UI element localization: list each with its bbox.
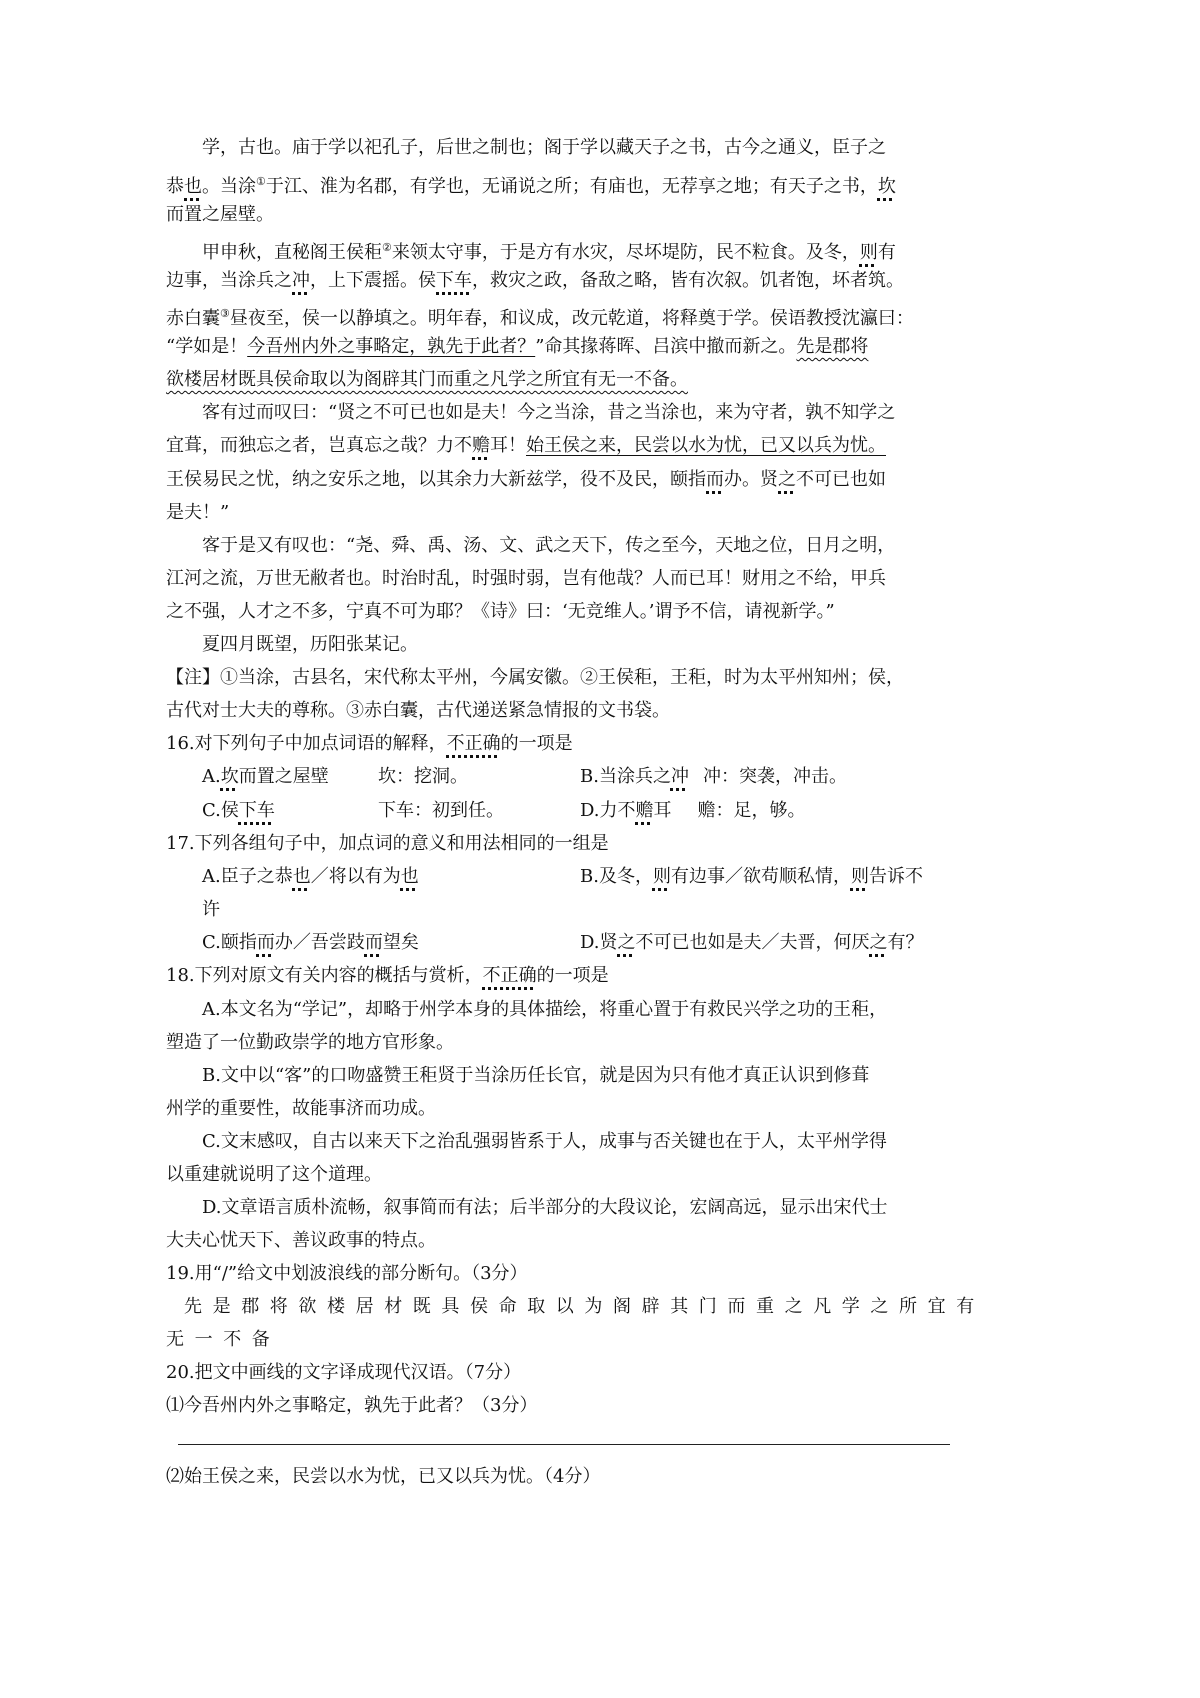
notes-line bbox=[166, 667, 904, 689]
text-span: 宜葺，而独忘之者，岂真忘之哉？力不 bbox=[166, 435, 472, 456]
q17-option-b-continued bbox=[202, 899, 220, 921]
text-span: 赡 bbox=[635, 800, 654, 821]
passage-line bbox=[202, 237, 896, 264]
text-span: 的一项是 bbox=[500, 733, 573, 754]
q16-option-c bbox=[202, 800, 275, 822]
text-span: 办。贤 bbox=[724, 469, 778, 490]
text-span: B.及冬， bbox=[580, 866, 653, 887]
q16-option-b bbox=[580, 766, 847, 788]
text-span: 19.用“/”给文中划波浪线的部分断句。（3分） bbox=[166, 1263, 528, 1284]
text-span: ／将以有为 bbox=[310, 866, 401, 887]
text-span: ⑴今吾州内外之事略定，孰先于此者？（3分） bbox=[166, 1395, 538, 1416]
text-span: 望矣 bbox=[382, 932, 419, 953]
underlined-sentence: 今吾州内外之事略定，孰先于此者？ bbox=[247, 336, 536, 357]
q18-option-d bbox=[202, 1197, 888, 1219]
text-span: 而 bbox=[256, 932, 275, 953]
text-span: 冲 bbox=[670, 766, 689, 787]
q16-option-a bbox=[202, 766, 329, 788]
passage-signature bbox=[202, 634, 418, 656]
text-span: 【注】①当涂，古县名，宋代称太平州，今属安徽。②王侯秬，王秬，时为太平州知州；侯， bbox=[166, 667, 904, 688]
text-span: 之不强，人才之不多，宁真不可为耶？《诗》曰：‘无竞维人。’谓予不信，请视新学。” bbox=[166, 601, 835, 622]
question-18-stem bbox=[166, 965, 609, 987]
wavy-underlined-text: 先是郡将 bbox=[796, 336, 869, 357]
text-span: 先是郡将欲楼居材既具侯命取以为阁辟其门而重之凡学之所宜有 bbox=[184, 1296, 985, 1317]
text-span: 下车：初到任。 bbox=[378, 800, 504, 821]
passage-line bbox=[166, 270, 904, 292]
passage-line bbox=[202, 535, 895, 557]
text-span: 有？ bbox=[887, 932, 924, 953]
q18-option-b-continued bbox=[166, 1098, 436, 1120]
text-span: C.颐指 bbox=[202, 932, 257, 953]
question-17-stem bbox=[166, 833, 609, 855]
text-span: 昼夜至，侯一以静填之。明年春，和议成，改元乾道，将释奠于学。侯语教授沈瀛曰： bbox=[229, 308, 914, 329]
question-19-stem bbox=[166, 1263, 528, 1285]
dotted-word: 赡 bbox=[472, 435, 490, 456]
text-span: 以重建就说明了这个道理。 bbox=[166, 1164, 382, 1185]
q18-option-b bbox=[202, 1065, 869, 1087]
text-span: 于江、淮为名郡，有学也，无诵说之所；有庙也，无荐享之地；有天子之书， bbox=[265, 176, 878, 197]
text-span: 办／吾尝跂 bbox=[274, 932, 365, 953]
text-span: 耳！ bbox=[490, 435, 526, 456]
dotted-word: 下车 bbox=[436, 270, 472, 291]
text-span: 有边事／欲苟顺私情， bbox=[670, 866, 851, 887]
text-span: 古代对士大夫的尊称。③赤白囊，古代递送紧急情报的文书袋。 bbox=[166, 700, 670, 721]
passage-line bbox=[166, 171, 896, 198]
q17-option-d bbox=[580, 932, 924, 954]
text-span: 不可已也如是夫／夫晋，何厌 bbox=[635, 932, 870, 953]
dotted-word: 冲 bbox=[292, 270, 310, 291]
text-span: B.文中以“客”的口吻盛赞王秬贤于当涂历任长官，就是因为只有他才真正认识到修葺 bbox=[202, 1065, 870, 1086]
passage-line bbox=[166, 601, 835, 623]
text-span: 有 bbox=[877, 242, 896, 263]
text-span: D.文章语言质朴流畅，叙事简而有法；后半部分的大段议论，宏阔高远，显示出宋代士 bbox=[202, 1197, 888, 1218]
text-span: 来领太守事，于是方有水灾，尽坏堤防，民不粒食。及冬， bbox=[391, 242, 860, 263]
text-span: 是夫！” bbox=[166, 502, 230, 523]
text-span: 甲申秋，直秘阁王侯秬 bbox=[202, 242, 382, 263]
passage-line bbox=[166, 568, 886, 590]
dotted-word: 而 bbox=[706, 469, 724, 490]
text-span: 许 bbox=[202, 899, 220, 920]
wavy-underlined-text: 欲楼居材既具侯命取以为阁辟其门而重之凡学之所宜有无一不备。 bbox=[166, 369, 688, 390]
text-span: 坎 bbox=[220, 766, 239, 787]
text-span: 则 bbox=[850, 866, 869, 887]
text-span: 大夫心忧天下、善议政事的特点。 bbox=[166, 1230, 436, 1251]
dotted-word: 之 bbox=[778, 469, 796, 490]
q17-option-b bbox=[580, 866, 923, 888]
text-span: “学如是！ bbox=[166, 336, 248, 357]
text-span: 20.把文中画线的文字译成现代汉语。（7分） bbox=[166, 1362, 522, 1383]
text-span: 16.对下列句子中加点词语的解释， bbox=[166, 733, 447, 754]
footnote-marker: ③ bbox=[220, 307, 230, 320]
q20-sentence-2 bbox=[166, 1466, 600, 1488]
text-span: ”命其掾蒋晖、吕滨中撤而新之。 bbox=[535, 336, 797, 357]
text-span: 之 bbox=[869, 932, 888, 953]
text-span: 赤白囊 bbox=[166, 308, 220, 329]
text-span: 而置之屋壁 bbox=[238, 766, 329, 787]
text-span: 不正确 bbox=[446, 733, 501, 754]
text-span: 耳 bbox=[653, 800, 672, 821]
text-span: 江河之流，万世无敝者也。时治时乱，时强时弱，岂有他哉？人而已耳！财用之不给，甲兵 bbox=[166, 568, 886, 589]
text-span: 州学的重要性，故能事济而功成。 bbox=[166, 1098, 436, 1119]
text-span: 而 bbox=[364, 932, 383, 953]
text-span: 坎：挖洞。 bbox=[378, 766, 468, 787]
text-span: A. bbox=[202, 766, 221, 787]
text-span: 之 bbox=[617, 932, 636, 953]
notes-line bbox=[166, 700, 670, 722]
q18-option-d-continued bbox=[166, 1230, 436, 1252]
text-span: 而置之屋壁。 bbox=[166, 204, 274, 225]
text-span: 不正确 bbox=[482, 965, 537, 986]
text-span: C.侯 bbox=[202, 800, 239, 821]
q19-text-line bbox=[166, 1329, 280, 1351]
text-span: 客于是又有叹也：“尧、舜、禹、汤、文、武之天下，传之至今，天地之位，日月之明， bbox=[202, 535, 896, 556]
underlined-sentence: 始王侯之来，民尝以水为忧，已又以兵为忧。 bbox=[526, 435, 886, 456]
dotted-word: 也 bbox=[184, 176, 202, 197]
text-span: D.贤 bbox=[580, 932, 618, 953]
text-span: 塑造了一位勤政崇学的地方官形象。 bbox=[166, 1032, 454, 1053]
text-span: D.力不 bbox=[580, 800, 636, 821]
q18-option-c-continued bbox=[166, 1164, 382, 1186]
dotted-word: 坎 bbox=[877, 176, 896, 197]
text-span: 也 bbox=[400, 866, 419, 887]
text-span: 也 bbox=[292, 866, 311, 887]
text-span: 。当涂 bbox=[202, 176, 256, 197]
text-span: 王侯易民之忧，纳之安乐之地，以其余力大新兹学，役不及民，颐指 bbox=[166, 469, 706, 490]
text-span: 赡：足，够。 bbox=[697, 800, 806, 821]
text-span: 学，古也。庙于学以祀孔子，后世之制也；阁于学以藏天子之书，古今之通义，臣子之 bbox=[202, 137, 886, 158]
text-span: 无一不备 bbox=[166, 1329, 281, 1350]
footnote-marker: ① bbox=[256, 175, 266, 188]
q16-option-c-explanation bbox=[378, 800, 504, 822]
text-span: ，救灾之政，备敌之略，皆有次叙。饥者饱，坏者筑。 bbox=[472, 270, 904, 291]
passage-line bbox=[166, 369, 688, 391]
passage-line bbox=[166, 502, 229, 524]
q16-option-a-explanation bbox=[378, 766, 468, 788]
q18-option-a bbox=[202, 999, 887, 1021]
q16-option-d bbox=[580, 800, 806, 822]
passage-line bbox=[166, 336, 868, 358]
text-span: C.文末感叹，自古以来天下之治乱强弱皆系于人，成事与否关键也在于人，太平州学得 bbox=[202, 1131, 887, 1152]
passage-line bbox=[202, 402, 895, 424]
q17-option-c bbox=[202, 932, 419, 954]
text-span: 告诉不 bbox=[868, 866, 923, 887]
dotted-word: 则 bbox=[859, 242, 878, 263]
passage-line bbox=[166, 469, 886, 491]
q18-option-c bbox=[202, 1131, 887, 1153]
q20-sentence-1 bbox=[166, 1395, 537, 1417]
answer-line[interactable] bbox=[178, 1444, 950, 1445]
text-span: 夏四月既望，历阳张某记。 bbox=[202, 634, 418, 655]
text-span: 17.下列各组句子中，加点词的意义和用法相同的一组是 bbox=[166, 833, 609, 854]
text-span: ⑵始王侯之来，民尝以水为忧，已又以兵为忧。（4分） bbox=[166, 1466, 601, 1487]
text-span: 客有过而叹曰：“贤之不可已也如是夫！今之当涂，昔之当涂也，来为守者，孰不知学之 bbox=[202, 402, 896, 423]
text-span: B.当涂兵之 bbox=[580, 766, 671, 787]
question-16-stem bbox=[166, 733, 573, 755]
passage-line bbox=[202, 137, 886, 159]
q19-text-line bbox=[184, 1296, 985, 1318]
text-span: ，上下震摇。侯 bbox=[310, 270, 436, 291]
text-span: 不可已也如 bbox=[796, 469, 886, 490]
text-span: A.臣子之恭 bbox=[202, 866, 293, 887]
passage-line bbox=[166, 303, 914, 330]
question-20-stem bbox=[166, 1362, 521, 1384]
text-span: A.本文名为“学记”，却略于州学本身的具体描绘，将重心置于有救民兴学之功的王秬， bbox=[202, 999, 888, 1020]
text-span: 的一项是 bbox=[536, 965, 609, 986]
text-span: 下车 bbox=[238, 800, 275, 821]
text-span: 18.下列对原文有关内容的概括与赏析， bbox=[166, 965, 483, 986]
footnote-marker: ② bbox=[382, 241, 392, 254]
passage-line bbox=[166, 204, 274, 226]
q18-option-a-continued bbox=[166, 1032, 454, 1054]
text-span: 冲：突袭，冲击。 bbox=[702, 766, 847, 787]
passage-line bbox=[166, 435, 886, 457]
text-span: 恭 bbox=[166, 176, 184, 197]
text-span: 则 bbox=[652, 866, 671, 887]
text-span: 边事，当涂兵之 bbox=[166, 270, 292, 291]
q17-option-a bbox=[202, 866, 419, 888]
